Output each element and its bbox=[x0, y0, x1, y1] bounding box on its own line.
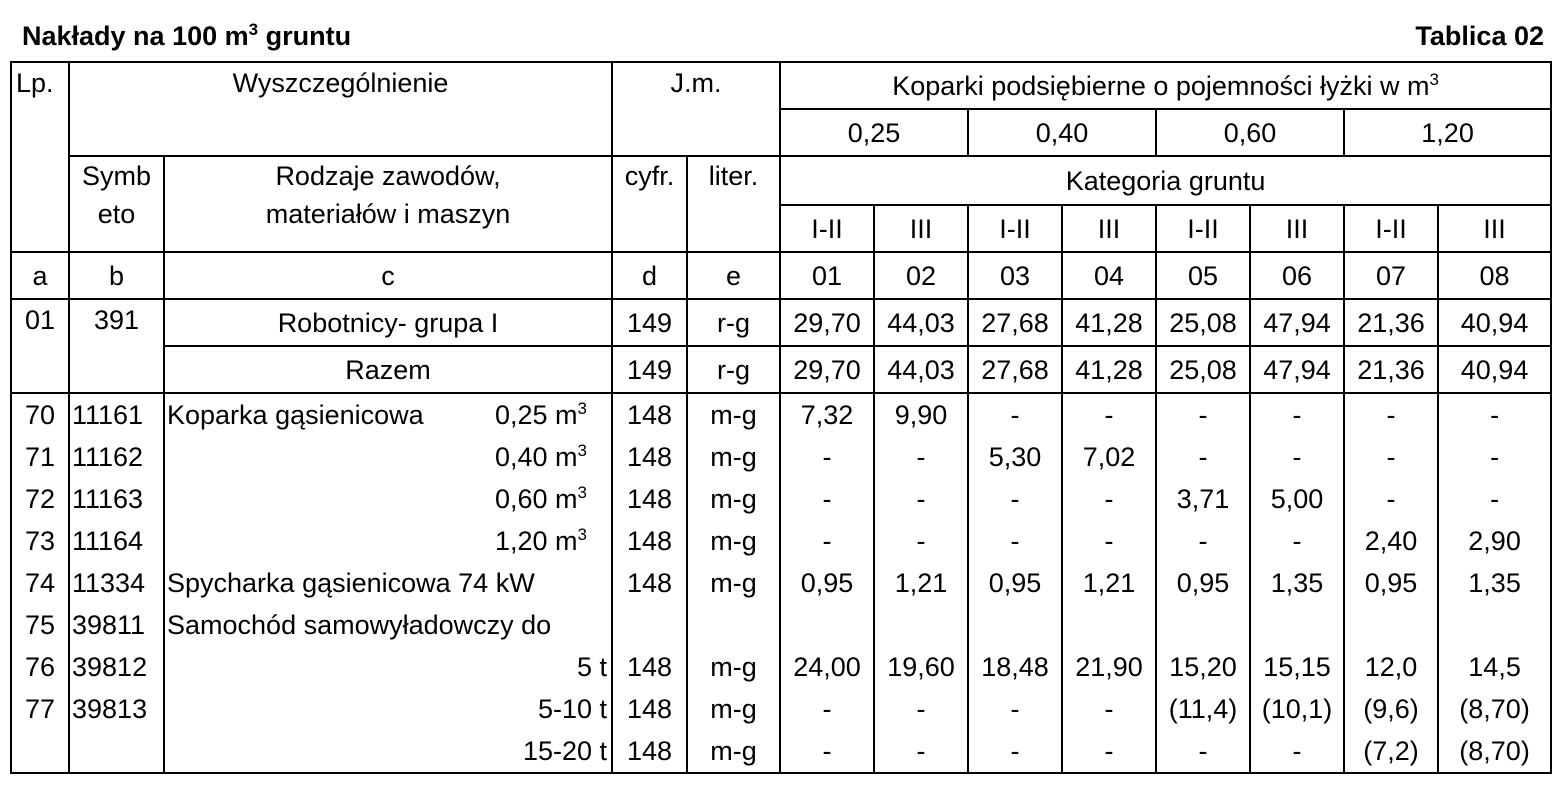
machine-symbol: 11334 bbox=[72, 568, 146, 598]
machine-value bbox=[1063, 604, 1155, 646]
machine-value bbox=[875, 604, 967, 646]
header-wyszczegolnienie: Wyszczególnienie bbox=[69, 62, 612, 156]
column-number: 06 bbox=[1250, 252, 1344, 299]
machine-value: - bbox=[822, 736, 832, 766]
machine-cyfr: 148 bbox=[626, 568, 673, 598]
machine-value: 5,00 bbox=[1270, 484, 1324, 514]
machine-value: - bbox=[1104, 526, 1114, 556]
razem-value: 25,08 bbox=[1156, 346, 1250, 393]
machine-value: - bbox=[916, 736, 926, 766]
labor-value: 44,03 bbox=[874, 299, 968, 346]
labor-row bbox=[11, 299, 1551, 346]
category-cell: I-II bbox=[1156, 205, 1250, 252]
machine-value: - bbox=[1010, 736, 1020, 766]
machine-symbol: 11162 bbox=[72, 442, 144, 472]
machine-spec-text: 0,60 m bbox=[495, 484, 578, 514]
machine-value bbox=[1439, 604, 1550, 646]
machine-lp: 72 bbox=[24, 484, 56, 514]
machine-symbol: 39811 bbox=[72, 610, 146, 640]
machine-spec bbox=[495, 436, 587, 478]
machine-spec-sup: 3 bbox=[577, 482, 588, 502]
machine-value: (10,1) bbox=[1261, 694, 1333, 724]
column-number: 05 bbox=[1156, 252, 1250, 299]
machine-value: - bbox=[1104, 736, 1114, 766]
header-jm: J.m. bbox=[612, 62, 780, 156]
machine-value: 1,35 bbox=[1270, 568, 1324, 598]
razem-label: Razem bbox=[164, 346, 612, 393]
machine-spec-text: 1,20 m bbox=[495, 526, 578, 556]
category-cell: III bbox=[1062, 205, 1156, 252]
machine-symbol: 11163 bbox=[72, 484, 144, 514]
machine-value: 2,90 bbox=[1468, 526, 1521, 556]
machine-cyfr: 148 bbox=[626, 442, 673, 472]
machine-value: 1,21 bbox=[894, 568, 948, 598]
razem-value: 21,36 bbox=[1344, 346, 1438, 393]
capacity-cell: 0,25 bbox=[780, 109, 968, 156]
machine-symbol: 11161 bbox=[72, 400, 144, 430]
machine-value: 19,60 bbox=[887, 652, 955, 682]
machine-value: 3,71 bbox=[1176, 484, 1230, 514]
machine-value: - bbox=[1010, 400, 1020, 430]
machine-value: (9,6) bbox=[1363, 694, 1419, 724]
machine-value bbox=[1251, 604, 1343, 646]
column-number: 04 bbox=[1062, 252, 1156, 299]
machine-name: Spycharka gąsienicowa 74 kW bbox=[167, 568, 535, 598]
category-cell: I-II bbox=[1344, 205, 1438, 252]
header-kategoria: Kategoria gruntu bbox=[780, 156, 1551, 205]
machines-values-column-07 bbox=[1344, 393, 1438, 773]
machine-value: - bbox=[916, 484, 926, 514]
category-cell: III bbox=[1438, 205, 1551, 252]
machine-value: - bbox=[822, 484, 832, 514]
labor-value: 25,08 bbox=[1156, 299, 1250, 346]
machine-cyfr bbox=[613, 604, 686, 646]
header-rodzaje-line-2: materiałów i maszyn bbox=[265, 199, 511, 229]
page-title bbox=[22, 18, 351, 54]
labor-value: 41,28 bbox=[1062, 299, 1156, 346]
category-cell: I-II bbox=[968, 205, 1062, 252]
machine-value: - bbox=[1010, 526, 1020, 556]
machine-lp: 77 bbox=[24, 694, 56, 724]
machine-value bbox=[1345, 604, 1437, 646]
machine-lp: 74 bbox=[24, 568, 56, 598]
machines-values-column-02 bbox=[874, 393, 968, 773]
machine-value: 2,40 bbox=[1364, 526, 1418, 556]
labor-value: 47,94 bbox=[1250, 299, 1344, 346]
machine-value: 7,32 bbox=[800, 400, 854, 430]
column-number: 07 bbox=[1344, 252, 1438, 299]
letter-a: a bbox=[11, 252, 69, 299]
machine-value: (8,70) bbox=[1459, 694, 1530, 724]
capacity-cell: 1,20 bbox=[1344, 109, 1551, 156]
machines-symbol-column bbox=[69, 393, 164, 773]
machine-value: 0,95 bbox=[1176, 568, 1230, 598]
machine-value: - bbox=[1198, 736, 1208, 766]
machine-value: - bbox=[1490, 442, 1500, 472]
machine-value: - bbox=[1104, 400, 1114, 430]
machine-lp: 70 bbox=[24, 400, 56, 430]
machine-cyfr: 148 bbox=[626, 526, 673, 556]
machine-value: - bbox=[916, 442, 926, 472]
machine-symbol: 11164 bbox=[72, 526, 144, 556]
machine-name: Koparka gąsienicowa bbox=[167, 400, 424, 430]
machines-values-column-03 bbox=[968, 393, 1062, 773]
machines-values-column-06 bbox=[1250, 393, 1344, 773]
header-lp: Lp. bbox=[11, 62, 69, 252]
razem-value: 27,68 bbox=[968, 346, 1062, 393]
machine-value: 21,90 bbox=[1075, 652, 1143, 682]
machine-cyfr: 148 bbox=[626, 484, 673, 514]
machine-symbol bbox=[70, 730, 163, 772]
machine-lp bbox=[12, 730, 68, 772]
machine-value: - bbox=[1292, 442, 1302, 472]
letters-row bbox=[11, 252, 1551, 299]
column-number: 08 bbox=[1438, 252, 1551, 299]
machine-liter: m-g bbox=[710, 526, 757, 556]
header-row-1 bbox=[11, 62, 1551, 109]
machine-value: - bbox=[1386, 484, 1396, 514]
machine-spec-text: 0,40 m bbox=[495, 442, 578, 472]
machine-spec bbox=[495, 520, 587, 562]
letter-d: d bbox=[612, 252, 687, 299]
table-label: Tablica 02 bbox=[1415, 21, 1544, 51]
machine-cyfr: 148 bbox=[626, 736, 673, 766]
machine-liter: m-g bbox=[710, 442, 757, 472]
labor-lp: 01 bbox=[11, 299, 69, 393]
machine-value: - bbox=[1010, 694, 1020, 724]
machine-value: - bbox=[822, 694, 832, 724]
machine-value: 12,0 bbox=[1364, 652, 1418, 682]
nakłady-table bbox=[10, 61, 1552, 774]
machine-value: (7,2) bbox=[1363, 736, 1419, 766]
column-number: 01 bbox=[780, 252, 874, 299]
labor-name: Robotnicy- grupa I bbox=[164, 299, 612, 346]
razem-value: 29,70 bbox=[780, 346, 874, 393]
machine-value: - bbox=[822, 442, 832, 472]
letter-e: e bbox=[687, 252, 780, 299]
capacity-cell: 0,60 bbox=[1156, 109, 1344, 156]
machine-value: - bbox=[1490, 400, 1500, 430]
machine-spec: 5 t bbox=[576, 652, 608, 682]
machine-value: - bbox=[1104, 484, 1114, 514]
razem-value: 41,28 bbox=[1062, 346, 1156, 393]
machine-value: 5,30 bbox=[988, 442, 1042, 472]
labor-liter: r-g bbox=[687, 299, 780, 346]
machines-values-column-05 bbox=[1156, 393, 1250, 773]
letter-c: c bbox=[164, 252, 612, 299]
title-superscript: 3 bbox=[248, 19, 259, 39]
machine-liter: m-g bbox=[710, 652, 757, 682]
machine-lp: 73 bbox=[24, 526, 56, 556]
razem-value: 40,94 bbox=[1438, 346, 1551, 393]
machine-value: - bbox=[1104, 694, 1114, 724]
machine-name-line bbox=[165, 436, 611, 478]
machine-spec-sup: 3 bbox=[577, 440, 588, 460]
header-koparki bbox=[780, 62, 1551, 109]
machine-cyfr: 148 bbox=[626, 652, 673, 682]
machine-value: - bbox=[822, 526, 832, 556]
column-number: 03 bbox=[968, 252, 1062, 299]
machine-value: 0,95 bbox=[1364, 568, 1418, 598]
letter-b: b bbox=[69, 252, 164, 299]
machines-liter-column bbox=[687, 393, 780, 773]
razem-liter: r-g bbox=[687, 346, 780, 393]
header-rodzaje-line-1: Rodzaje zawodów, bbox=[275, 161, 501, 191]
machine-cyfr: 148 bbox=[626, 694, 673, 724]
machine-value: - bbox=[916, 694, 926, 724]
machine-lp: 71 bbox=[24, 442, 56, 472]
machine-lp: 76 bbox=[24, 652, 56, 682]
labor-value: 21,36 bbox=[1344, 299, 1438, 346]
machine-spec bbox=[495, 394, 587, 436]
machine-liter: m-g bbox=[710, 694, 757, 724]
machine-value: - bbox=[1198, 526, 1208, 556]
column-number: 02 bbox=[874, 252, 968, 299]
machine-value: 18,48 bbox=[981, 652, 1049, 682]
header-liter: liter. bbox=[687, 156, 780, 252]
header-koparki-sup: 3 bbox=[1429, 69, 1439, 89]
machines-values-column-01 bbox=[780, 393, 874, 773]
labor-value: 40,94 bbox=[1438, 299, 1551, 346]
category-cell: I-II bbox=[780, 205, 874, 252]
machines-values-column-08 bbox=[1438, 393, 1551, 773]
machine-cyfr: 148 bbox=[626, 400, 673, 430]
machine-value: 0,95 bbox=[988, 568, 1042, 598]
category-cell: III bbox=[874, 205, 968, 252]
header-rodzaje bbox=[164, 156, 612, 252]
capacity-cell: 0,40 bbox=[968, 109, 1156, 156]
machine-value: - bbox=[1198, 442, 1208, 472]
header-symbol bbox=[69, 156, 164, 252]
machine-name-line bbox=[165, 478, 611, 520]
machines-lp-column bbox=[11, 393, 69, 773]
machine-spec: 15-20 t bbox=[522, 736, 608, 766]
machine-value: - bbox=[1386, 400, 1396, 430]
machine-value: 7,02 bbox=[1082, 442, 1136, 472]
machine-name-line bbox=[165, 394, 611, 436]
machine-spec-text: 0,25 m bbox=[495, 400, 578, 430]
category-cell: III bbox=[1250, 205, 1344, 252]
machine-symbol: 39812 bbox=[72, 652, 148, 682]
machines-name-column bbox=[164, 393, 612, 773]
machines-block bbox=[11, 393, 1551, 773]
machine-name-line bbox=[165, 520, 611, 562]
machines-cyfr-column bbox=[612, 393, 687, 773]
machine-value bbox=[1157, 604, 1249, 646]
machine-value: 14,5 bbox=[1468, 652, 1521, 682]
labor-value: 29,70 bbox=[780, 299, 874, 346]
machine-value: - bbox=[1292, 526, 1302, 556]
header-symbol-line-2: eto bbox=[97, 199, 136, 229]
machine-value: 0,95 bbox=[800, 568, 854, 598]
machine-value: 15,15 bbox=[1263, 652, 1331, 682]
machine-spec: 5-10 t bbox=[537, 694, 608, 724]
machine-lp: 75 bbox=[24, 610, 56, 640]
machine-value: 1,35 bbox=[1468, 568, 1521, 598]
labor-value: 27,68 bbox=[968, 299, 1062, 346]
machine-value: 24,00 bbox=[793, 652, 861, 682]
machine-liter: m-g bbox=[710, 568, 757, 598]
header-symbol-line-1: Symb bbox=[81, 161, 152, 191]
machine-spec bbox=[495, 478, 587, 520]
title-tail: gruntu bbox=[258, 21, 352, 51]
machine-value: 9,90 bbox=[894, 400, 948, 430]
labor-symbol: 391 bbox=[69, 299, 164, 393]
machine-value: - bbox=[1292, 736, 1302, 766]
machine-liter: m-g bbox=[710, 484, 757, 514]
machine-value: 1,21 bbox=[1082, 568, 1136, 598]
machine-value: - bbox=[916, 526, 926, 556]
labor-cyfr: 149 bbox=[612, 299, 687, 346]
razem-value: 47,94 bbox=[1250, 346, 1344, 393]
razem-cyfr: 149 bbox=[612, 346, 687, 393]
machine-value: - bbox=[1386, 442, 1396, 472]
razem-row bbox=[11, 346, 1551, 393]
machine-value: - bbox=[1198, 400, 1208, 430]
machine-spec-sup: 3 bbox=[577, 524, 588, 544]
header-koparki-text: Koparki podsiębierne o pojemności łyżki w m bbox=[892, 70, 1430, 101]
machine-liter: m-g bbox=[710, 400, 757, 430]
machine-liter: m-g bbox=[710, 736, 757, 766]
machine-value: - bbox=[1292, 400, 1302, 430]
machine-value: (8,70) bbox=[1459, 736, 1530, 766]
header-row-3 bbox=[11, 156, 1551, 205]
machine-value: - bbox=[1490, 484, 1500, 514]
machine-value: (11,4) bbox=[1168, 694, 1238, 724]
machine-value: 15,20 bbox=[1169, 652, 1237, 682]
machine-value bbox=[969, 604, 1061, 646]
machine-name: Samochód samowyładowczy do bbox=[167, 610, 552, 640]
machine-value: - bbox=[1010, 484, 1020, 514]
machine-spec-sup: 3 bbox=[577, 398, 588, 418]
machine-value bbox=[781, 604, 873, 646]
razem-value: 44,03 bbox=[874, 346, 968, 393]
machine-liter bbox=[688, 604, 779, 646]
machine-symbol: 39813 bbox=[72, 694, 148, 724]
machines-values-column-04 bbox=[1062, 393, 1156, 773]
title-text: Nakłady na 100 m bbox=[22, 21, 249, 51]
header-cyfr: cyfr. bbox=[612, 156, 687, 252]
